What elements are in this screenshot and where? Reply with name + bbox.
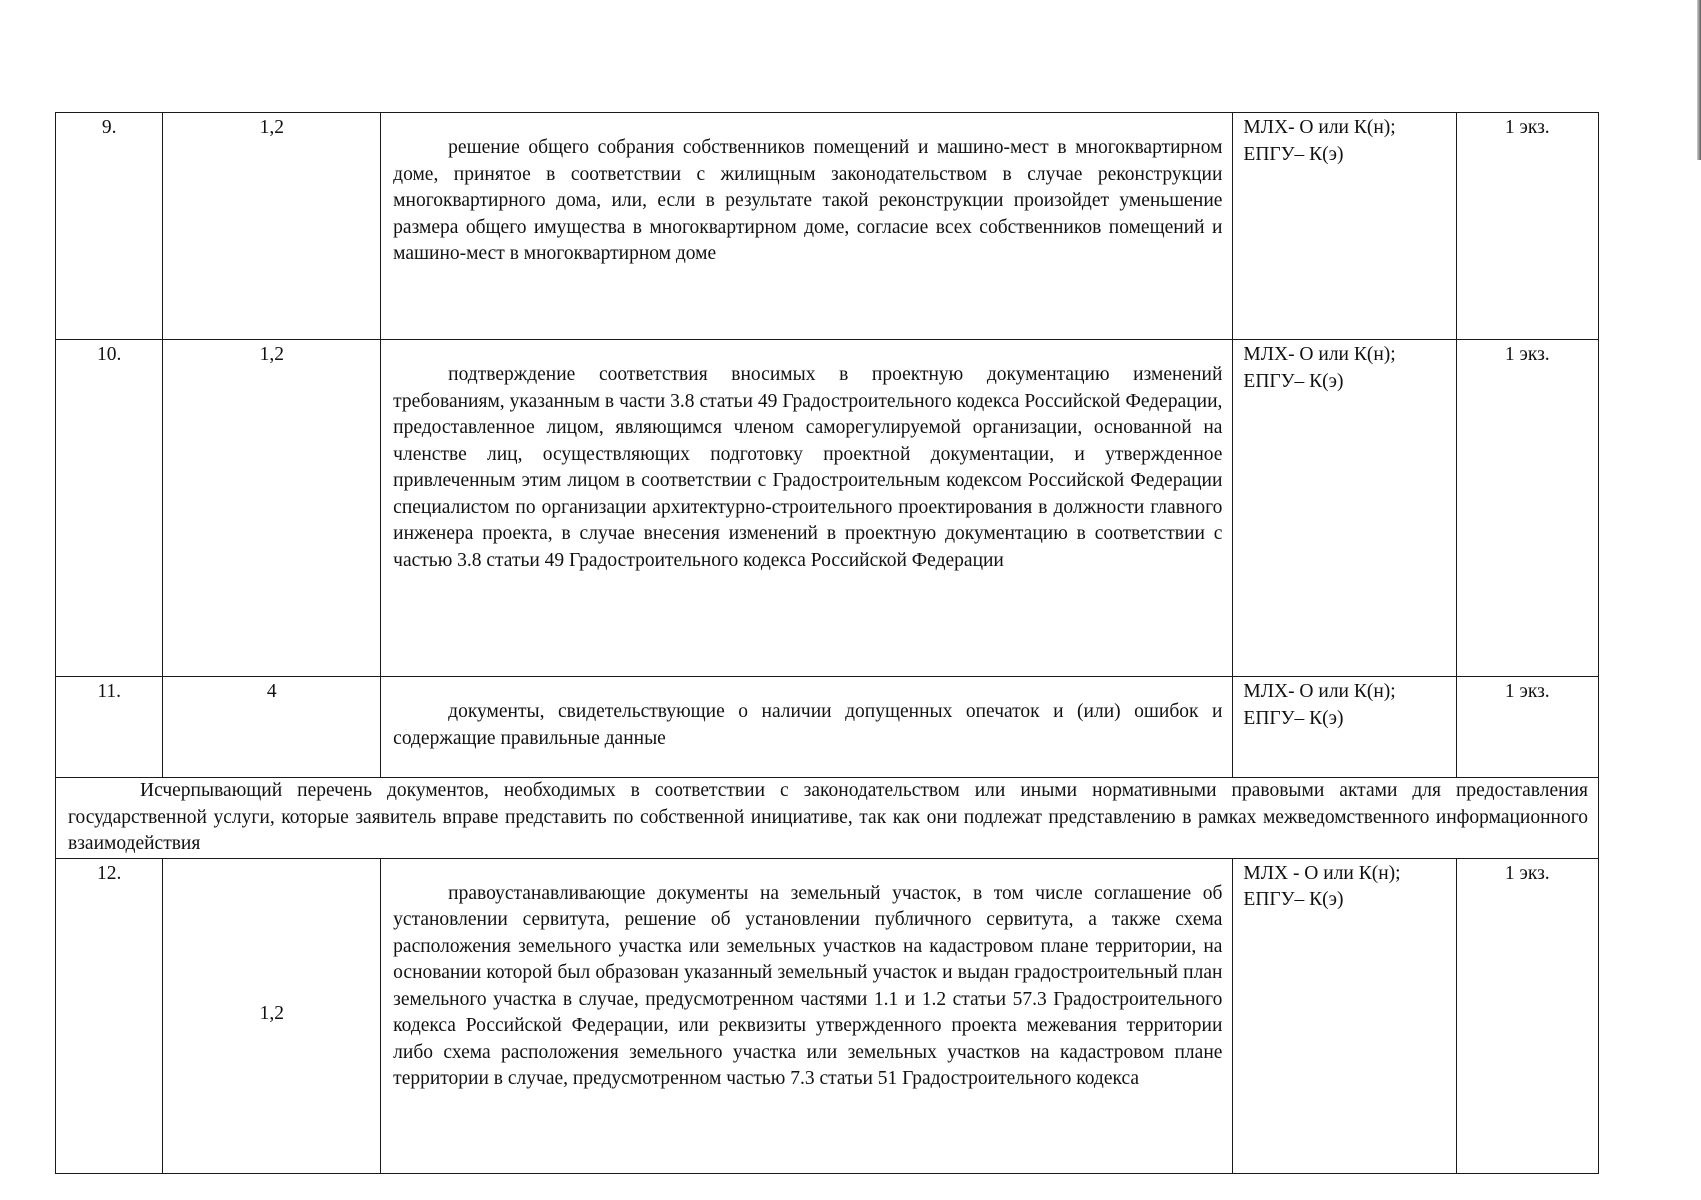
- row-submission-mode: [1233, 858, 1456, 1173]
- table-row: [56, 113, 1599, 340]
- row-number: 9.: [56, 113, 163, 340]
- scan-edge-shadow: [1697, 0, 1701, 160]
- row-submission-mode: [1233, 677, 1456, 778]
- section-heading: Исчерпывающий перечень документов, необходимых в соответствии с законодательством или иными нормативными правовыми актами для предоставления государственной услуги, которые заявитель вправе представить по собственной инициативе, так как они подлежат представлению в рамках межведомственного информационного взаимодействия: [56, 778, 1599, 859]
- row-submission-mode: [1233, 113, 1456, 340]
- row-number: 11.: [56, 677, 163, 778]
- row-description: решение общего собрания собственников помещений и машино-мест в многоквартирном доме, принятое в соответствии с жилищным законодательством в случае реконструкции многоквартирного дома, или, если в результате такой реконструкции произойдет уменьшение размера общего имущества в многоквартирном доме, согласие всех собственников помещений и машино-мест в многоквартирном доме: [381, 113, 1233, 340]
- row-description: правоустанавливающие документы на земельный участок, в том числе соглашение об установлении сервитута, решение об установлении публичного сервитута, а также схема расположения земельного участка или земельных участков на кадастровом плане территории, на основании которой был образован указанный земельный участок и выдан градостроительный план земельного участка в случае, предусмотренном частями 1.1 и 1.2 статьи 57.3 Градостроительного кодекса Российской Федерации, или реквизиты утвержденного проекта межевания территории либо схема расположения земельного участка или земельных участков на кадастровом плане территории в случае, предусмотренном частью 7.3 статьи 51 Градостроительного кодекса: [381, 858, 1233, 1173]
- submission-mode-line: МЛХ- О или К(н);: [1243, 117, 1396, 138]
- row-reference: 1,2: [163, 113, 381, 340]
- row-number: 12.: [56, 858, 163, 1173]
- submission-mode-line: ЕПГУ– К(э): [1243, 889, 1344, 910]
- section-heading-row: [56, 778, 1599, 859]
- submission-mode-line: МЛХ- О или К(н);: [1243, 344, 1396, 365]
- row-description: документы, свидетельствующие о наличии допущенных опечаток и (или) ошибок и содержащие правильные данные: [381, 677, 1233, 778]
- row-copies: 1 экз.: [1456, 858, 1598, 1173]
- submission-mode-line: МЛХ - О или К(н);: [1243, 862, 1401, 884]
- row-number: 10.: [56, 340, 163, 677]
- row-reference: 1,2: [163, 340, 381, 677]
- row-reference: 4: [163, 677, 381, 778]
- table-row: [56, 340, 1599, 677]
- submission-mode-line: ЕПГУ– К(э): [1243, 707, 1344, 729]
- submission-mode-line: ЕПГУ– К(э): [1243, 143, 1344, 165]
- row-description: подтверждение соответствия вносимых в проектную документацию изменений требованиям, указанным в части 3.8 статьи 49 Градостроительного кодекса Российской Федерации, предоставленное лицом, являющимся членом саморегулируемой организации, основанной на членстве лиц, осуществляющих подготовку проектной документации, и утвержденное привлеченным этим лицом в соответствии с Градостроительным кодексом Российской Федерации специалистом по организации архитектурно-строительного проектирования в должности главного инженера проекта, в случае внесения изменений в проектную документацию в соответствии с частью 3.8 статьи 49 Градостроительного кодекса Российской Федерации: [381, 340, 1233, 677]
- row-submission-mode: [1233, 340, 1456, 677]
- row-copies: 1 экз.: [1456, 340, 1598, 677]
- table-row: [56, 677, 1599, 778]
- submission-mode-line: МЛХ- О или К(н);: [1243, 681, 1396, 702]
- row-reference: 1,2: [163, 858, 381, 1173]
- row-copies: 1 экз.: [1456, 113, 1598, 340]
- submission-mode-line: ЕПГУ– К(э): [1243, 370, 1344, 392]
- documents-table: [55, 112, 1599, 1174]
- document-sheet: [55, 112, 1599, 1174]
- row-copies: 1 экз.: [1456, 677, 1598, 778]
- table-row: [56, 858, 1599, 1173]
